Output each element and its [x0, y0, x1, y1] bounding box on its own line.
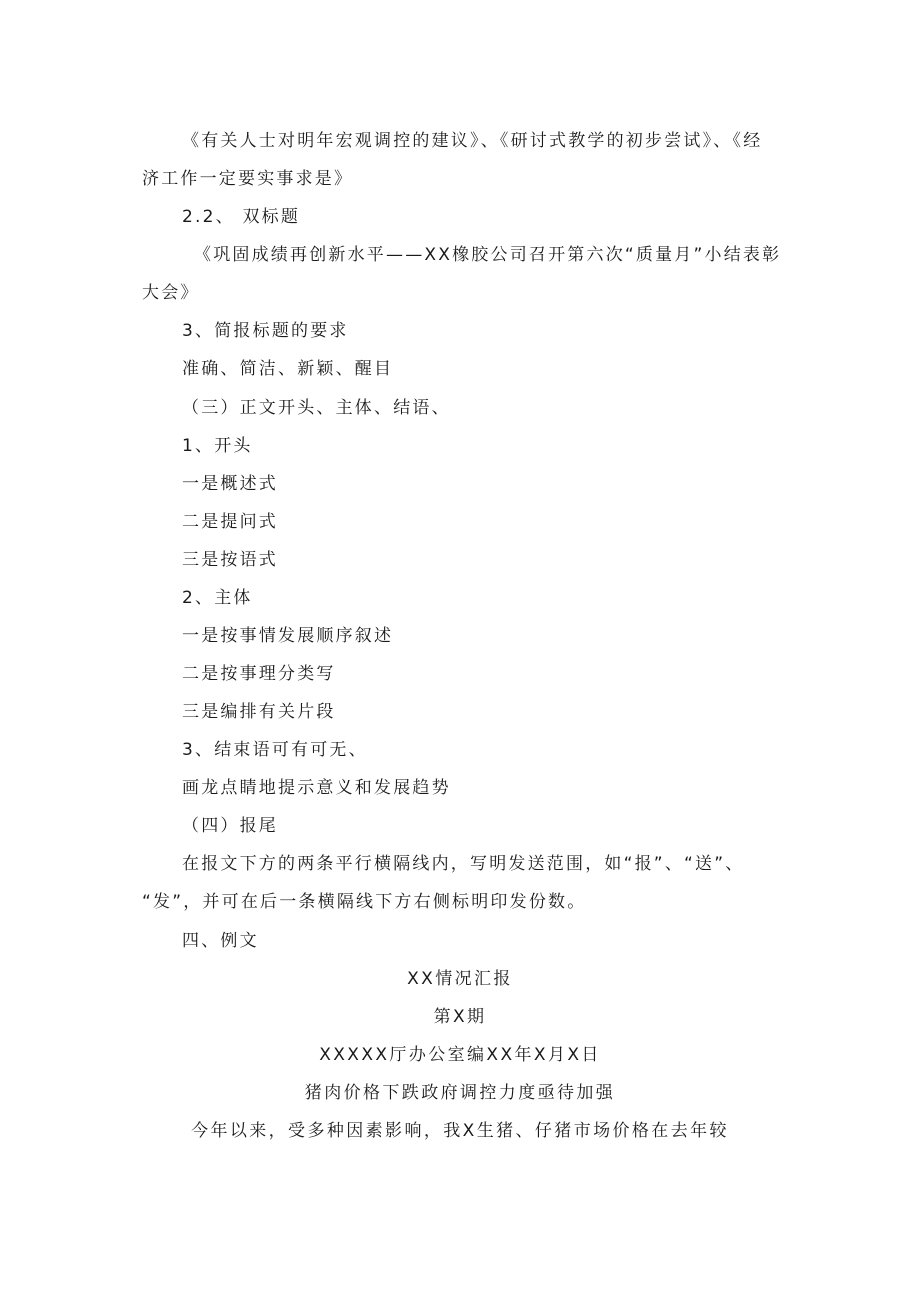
text-line-2: 济工作一定要实事求是》 [142, 169, 354, 189]
example-editor-date: XXXXX厅办公室编XX年X月X日 [319, 1045, 601, 1065]
section-heading-body: （三）正文开头、主体、结语、 [182, 398, 451, 418]
list-item: 一是按事情发展顺序叙述 [182, 626, 394, 646]
section-heading-2-2: 2.2、 双标题 [182, 207, 301, 227]
section-heading-example: 四、例文 [182, 931, 259, 951]
list-item: 一是概述式 [182, 474, 278, 494]
list-item: 画龙点睛地提示意义和发展趋势 [182, 778, 451, 798]
text-line-tail: 在报文下方的两条平行横隔线内，写明发送范围，如“报”、“送”、 [182, 854, 745, 874]
subheading-main-body: 2、主体 [182, 588, 253, 608]
text-line-tail-cont: “发”，并可在后一条横隔线下方右侧标明印发份数。 [142, 892, 587, 912]
section-heading-tail: （四）报尾 [182, 816, 278, 836]
subheading-ending: 3、结束语可有可无、 [182, 740, 368, 760]
example-title: XX情况汇报 [407, 969, 513, 989]
example-headline: 猪肉价格下跌政府调控力度亟待加强 [304, 1083, 616, 1103]
text-line-double-title: 《巩固成绩再创新水平——XX橡胶公司召开第六次“质量月”小结表彰 [194, 245, 782, 265]
list-item: 三是编排有关片段 [182, 702, 336, 722]
list-item: 二是提问式 [182, 512, 278, 532]
subheading-opening: 1、开头 [182, 436, 253, 456]
list-item: 三是按语式 [182, 550, 278, 570]
list-item: 二是按事理分类写 [182, 664, 336, 684]
text-line-1: 《有关人士对明年宏观调控的建议》、《研讨式教学的初步尝试》、《经 [182, 131, 763, 151]
text-line-double-title-cont: 大会》 [142, 283, 200, 303]
text-line-requirements: 准确、简洁、新颖、醒目 [182, 359, 394, 379]
example-issue: 第X期 [433, 1007, 487, 1027]
section-heading-3: 3、简报标题的要求 [182, 321, 349, 341]
example-body-start: 今年以来，受多种因素影响，我X生猪、仔猪市场价格在去年较 [191, 1121, 729, 1141]
